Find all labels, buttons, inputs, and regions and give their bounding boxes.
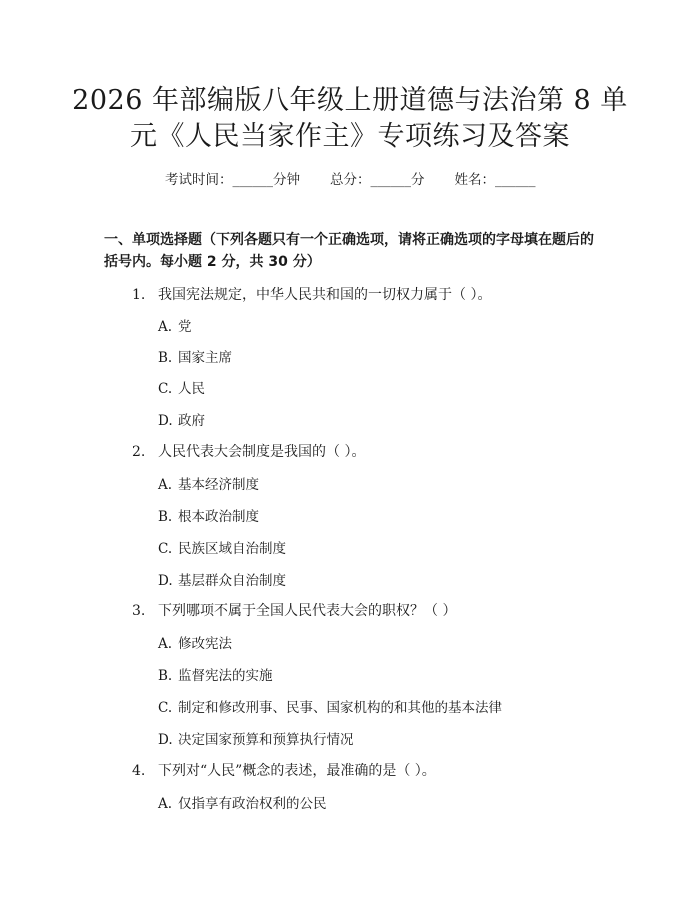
option-letter: B.	[158, 350, 173, 366]
option-text: 政府	[178, 413, 205, 429]
option-letter: A.	[158, 796, 173, 812]
question-3-option-c	[158, 696, 502, 716]
question-3	[132, 600, 456, 620]
question-1-option-c	[158, 377, 205, 397]
question-text: 人民代表大会制度是我国的（ ）。	[158, 444, 366, 460]
total-score-field: 总分：______分	[330, 172, 425, 188]
option-text: 人民	[178, 381, 205, 397]
option-letter: C.	[158, 541, 173, 557]
section-heading: 一、单项选择题（下列各题只有一个正确选项，请将正确选项的字母填在题后的括号内。每小题 2 分，共 30 分）	[104, 232, 594, 270]
option-text: 制定和修改刑事、民事、国家机构的和其他的基本法律	[178, 700, 502, 716]
question-number: 3.	[132, 603, 146, 619]
option-letter: A.	[158, 319, 173, 335]
option-letter: B.	[158, 509, 173, 525]
question-2-option-a	[158, 473, 259, 493]
question-2-option-b	[158, 505, 259, 525]
question-1-option-a	[158, 315, 192, 335]
question-2	[132, 441, 365, 461]
question-text: 我国宪法规定，中华人民共和国的一切权力属于（ ）。	[158, 287, 492, 303]
question-text: 下列哪项不属于全国人民代表大会的职权？（ ）	[158, 603, 457, 619]
exam-info-row	[165, 168, 536, 188]
option-letter: C.	[158, 700, 173, 716]
question-3-option-d	[158, 728, 354, 748]
student-name-field: 姓名：______	[454, 172, 536, 188]
question-4-option-a	[158, 792, 327, 812]
question-2-option-c	[158, 537, 286, 557]
option-letter: B.	[158, 668, 173, 684]
question-text: 下列对“人民”概念的表述，最准确的是（ ）。	[158, 763, 436, 779]
option-letter: A.	[158, 636, 173, 652]
option-text: 修改宪法	[178, 636, 232, 652]
question-1	[132, 284, 491, 304]
option-letter: D.	[158, 732, 173, 748]
option-text: 仅指享有政治权利的公民	[178, 796, 327, 812]
question-number: 2.	[132, 444, 146, 460]
document-title-line-2: 元《人民当家作主》专项练习及答案	[130, 121, 570, 152]
option-text: 基层群众自治制度	[178, 573, 286, 589]
option-text: 决定国家预算和预算执行情况	[178, 732, 354, 748]
question-1-option-b	[158, 346, 232, 366]
option-text: 基本经济制度	[178, 477, 259, 493]
question-number: 1.	[132, 287, 146, 303]
question-3-option-a	[158, 632, 232, 652]
option-text: 根本政治制度	[178, 509, 259, 525]
option-text: 监督宪法的实施	[178, 668, 273, 684]
question-4	[132, 760, 436, 780]
option-letter: D.	[158, 413, 173, 429]
document-title-line-1: 2026 年部编版八年级上册道德与法治第 8 单	[72, 85, 628, 116]
option-text: 民族区域自治制度	[178, 541, 286, 557]
question-1-option-d	[158, 409, 205, 429]
option-letter: D.	[158, 573, 173, 589]
option-letter: A.	[158, 477, 173, 493]
question-2-option-d	[158, 569, 286, 589]
option-text: 党	[178, 319, 192, 335]
exam-time-field: 考试时间：______分钟	[165, 172, 300, 188]
question-number: 4.	[132, 763, 146, 779]
option-letter: C.	[158, 381, 173, 397]
question-3-option-b	[158, 664, 273, 684]
option-text: 国家主席	[178, 350, 232, 366]
